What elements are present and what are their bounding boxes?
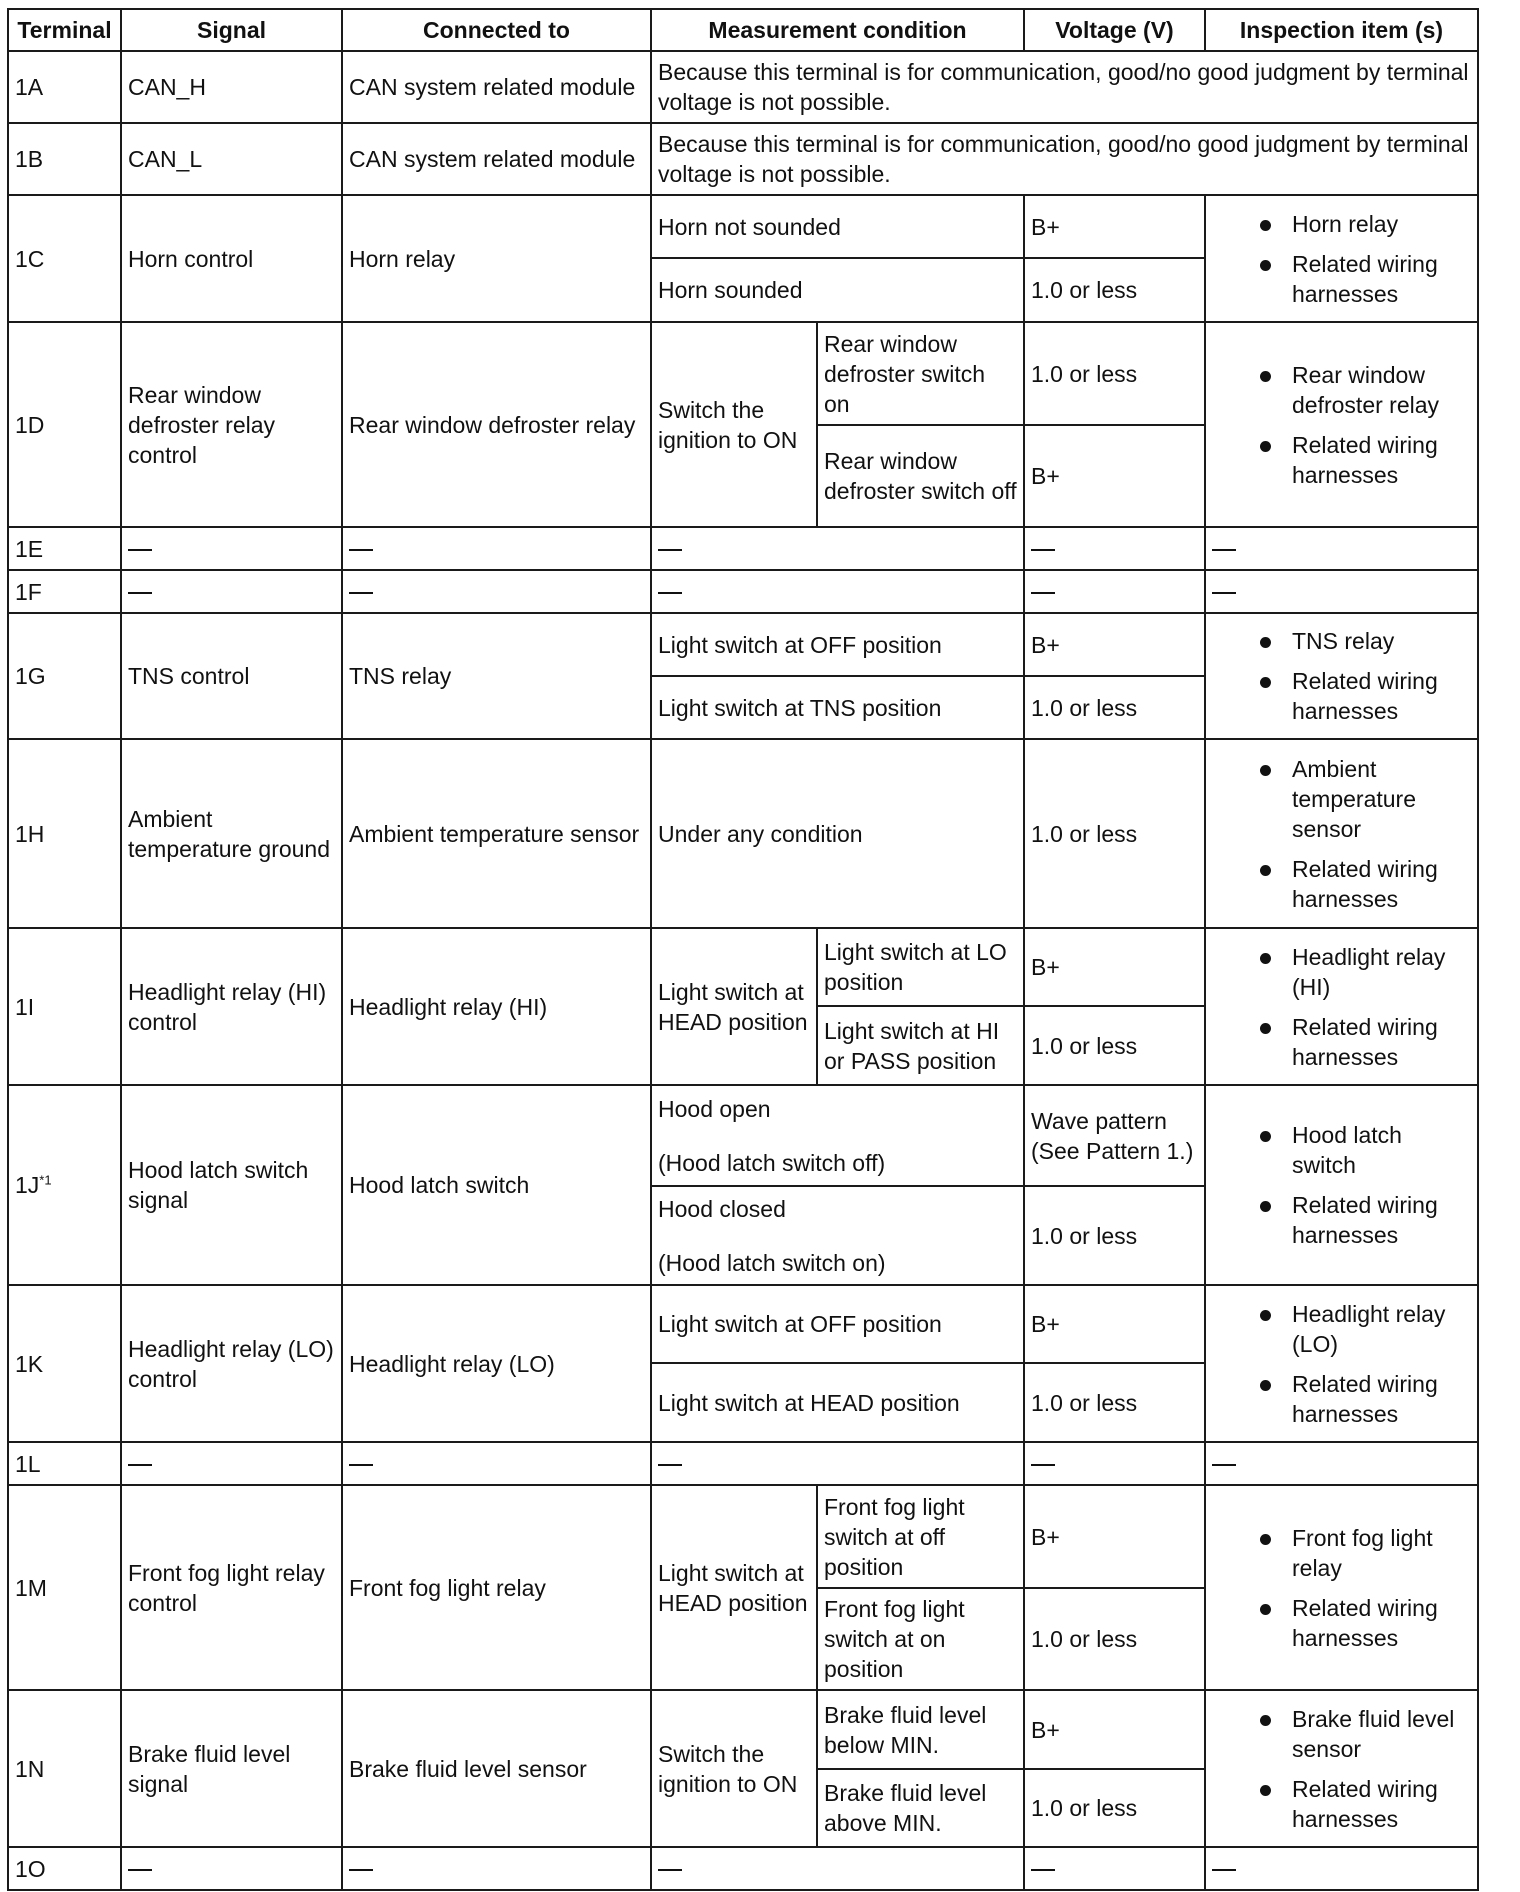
condition-line: (Hood latch switch on)	[658, 1249, 886, 1276]
table-row	[8, 570, 1478, 613]
empty-dash	[128, 549, 152, 551]
condition-cell: Light switch at LO position	[817, 928, 1024, 1006]
voltage-cell: B+	[1024, 1690, 1205, 1769]
terminal-cell: 1N	[8, 1690, 121, 1847]
communication-note: Because this terminal is for communication, good/no good judgment by terminal voltage is not possible.	[651, 51, 1478, 123]
table-row	[8, 928, 1478, 1006]
table-row	[8, 527, 1478, 570]
inspection-item: TNS relay	[1212, 626, 1471, 656]
signal-cell	[121, 527, 342, 570]
terminal-cell: 1M	[8, 1485, 121, 1690]
inspection-item: Related wiring harnesses	[1212, 430, 1471, 490]
terminal-cell: 1K	[8, 1285, 121, 1442]
condition-cell: Brake fluid level above MIN.	[817, 1769, 1024, 1847]
empty-dash	[1212, 592, 1236, 594]
empty-dash	[1031, 592, 1055, 594]
inspection-list	[1212, 1120, 1471, 1250]
empty-dash	[128, 1464, 152, 1466]
condition-main-cell: Light switch at HEAD position	[651, 1485, 817, 1690]
condition-cell	[651, 1085, 1024, 1186]
inspection-item: Related wiring harnesses	[1212, 854, 1471, 914]
condition-cell: Rear window defroster switch off	[817, 425, 1024, 527]
table-row	[8, 322, 1478, 425]
empty-dash	[128, 592, 152, 594]
inspection-cell	[1205, 322, 1478, 527]
inspection-cell	[1205, 1847, 1478, 1890]
condition-main-cell: Switch the ignition to ON	[651, 1690, 817, 1847]
voltage-cell	[1024, 570, 1205, 613]
inspection-cell	[1205, 195, 1478, 322]
voltage-cell	[1024, 527, 1205, 570]
empty-dash	[1212, 549, 1236, 551]
inspection-item: Related wiring harnesses	[1212, 249, 1471, 309]
terminal-cell: 1D	[8, 322, 121, 527]
inspection-cell	[1205, 570, 1478, 613]
condition-main-cell: Switch the ignition to ON	[651, 322, 817, 527]
terminal-cell: 1I	[8, 928, 121, 1085]
inspection-item: Front fog light relay	[1212, 1523, 1471, 1583]
empty-dash	[658, 592, 682, 594]
voltage-cell	[1024, 1442, 1205, 1485]
signal-cell: Horn control	[121, 195, 342, 322]
voltage-cell: B+	[1024, 613, 1205, 676]
inspection-cell	[1205, 1485, 1478, 1690]
connected-cell	[342, 527, 651, 570]
inspection-item: Horn relay	[1212, 209, 1471, 239]
empty-dash	[1212, 1869, 1236, 1871]
condition-line: Hood closed	[658, 1195, 786, 1222]
empty-dash	[658, 549, 682, 551]
signal-cell	[121, 1847, 342, 1890]
empty-dash	[658, 1464, 682, 1466]
condition-cell: Horn not sounded	[651, 195, 1024, 258]
connected-cell: Headlight relay (LO)	[342, 1285, 651, 1442]
voltage-cell: 1.0 or less	[1024, 258, 1205, 322]
connected-cell: Hood latch switch	[342, 1085, 651, 1285]
inspection-item: Rear window defroster relay	[1212, 360, 1471, 420]
condition-cell: Light switch at OFF position	[651, 613, 1024, 676]
condition-cell: Brake fluid level below MIN.	[817, 1690, 1024, 1769]
condition-cell: Rear window defroster switch on	[817, 322, 1024, 425]
inspection-cell	[1205, 1690, 1478, 1847]
inspection-cell	[1205, 928, 1478, 1085]
signal-cell: Ambient temperature ground	[121, 739, 342, 928]
inspection-list	[1212, 1299, 1471, 1429]
condition-cell	[651, 1442, 1024, 1485]
terminal-cell: 1G	[8, 613, 121, 739]
inspection-item: Related wiring harnesses	[1212, 1369, 1471, 1429]
inspection-item: Ambient temperature sensor	[1212, 754, 1471, 844]
voltage-cell: 1.0 or less	[1024, 739, 1205, 928]
signal-cell: Brake fluid level signal	[121, 1690, 342, 1847]
table-row	[8, 1442, 1478, 1485]
condition-cell: Light switch at OFF position	[651, 1285, 1024, 1363]
terminal-cell: 1F	[8, 570, 121, 613]
connected-cell: Front fog light relay	[342, 1485, 651, 1690]
inspection-list	[1212, 360, 1471, 490]
inspection-cell	[1205, 1285, 1478, 1442]
empty-dash	[1031, 1869, 1055, 1871]
empty-dash	[1031, 1464, 1055, 1466]
communication-note: Because this terminal is for communication, good/no good judgment by terminal voltage is not possible.	[651, 123, 1478, 195]
voltage-cell: 1.0 or less	[1024, 1588, 1205, 1690]
header-terminal: Terminal	[8, 9, 121, 51]
inspection-item: Brake fluid level sensor	[1212, 1704, 1471, 1764]
signal-cell: Front fog light relay control	[121, 1485, 342, 1690]
terminal-table	[7, 8, 1479, 1891]
connected-cell: Ambient temperature sensor	[342, 739, 651, 928]
footnote-marker: *1	[39, 1172, 52, 1188]
table-row	[8, 739, 1478, 928]
signal-cell: Hood latch switch signal	[121, 1085, 342, 1285]
terminal-cell: 1E	[8, 527, 121, 570]
inspection-item: Headlight relay (HI)	[1212, 942, 1471, 1002]
inspection-list	[1212, 1704, 1471, 1834]
voltage-cell: Wave pattern (See Pattern 1.)	[1024, 1085, 1205, 1186]
voltage-cell: 1.0 or less	[1024, 1186, 1205, 1285]
inspection-cell	[1205, 613, 1478, 739]
table-row	[8, 1690, 1478, 1769]
condition-cell	[651, 570, 1024, 613]
condition-cell	[651, 527, 1024, 570]
signal-cell: Headlight relay (HI) control	[121, 928, 342, 1085]
voltage-cell	[1024, 1847, 1205, 1890]
table-row	[8, 51, 1478, 123]
condition-cell: Under any condition	[651, 739, 1024, 928]
header-measurement-condition: Measurement condition	[651, 9, 1024, 51]
condition-line: (Hood latch switch off)	[658, 1149, 886, 1176]
condition-cell: Light switch at TNS position	[651, 676, 1024, 739]
header-row	[8, 9, 1478, 51]
table-row	[8, 123, 1478, 195]
table-row	[8, 1485, 1478, 1588]
condition-line: Hood open	[658, 1095, 771, 1122]
voltage-cell: B+	[1024, 928, 1205, 1006]
signal-cell: CAN_H	[121, 51, 342, 123]
table-row	[8, 1847, 1478, 1890]
connected-cell	[342, 1442, 651, 1485]
empty-dash	[349, 1464, 373, 1466]
voltage-cell: 1.0 or less	[1024, 1769, 1205, 1847]
inspection-item: Hood latch switch	[1212, 1120, 1471, 1180]
empty-dash	[658, 1869, 682, 1871]
terminal-cell: 1A	[8, 51, 121, 123]
condition-cell: Light switch at HEAD position	[651, 1363, 1024, 1442]
condition-main-cell: Light switch at HEAD position	[651, 928, 817, 1085]
terminal-table-container	[7, 8, 1477, 1891]
table-row	[8, 1085, 1478, 1186]
connected-cell: Headlight relay (HI)	[342, 928, 651, 1085]
inspection-item: Related wiring harnesses	[1212, 1190, 1471, 1250]
connected-cell	[342, 570, 651, 613]
empty-dash	[128, 1869, 152, 1871]
inspection-item: Headlight relay (LO)	[1212, 1299, 1471, 1359]
voltage-cell: 1.0 or less	[1024, 1363, 1205, 1442]
voltage-cell: 1.0 or less	[1024, 676, 1205, 739]
voltage-cell: B+	[1024, 1285, 1205, 1363]
inspection-item: Related wiring harnesses	[1212, 666, 1471, 726]
inspection-cell	[1205, 1442, 1478, 1485]
inspection-list	[1212, 1523, 1471, 1653]
terminal-cell: 1O	[8, 1847, 121, 1890]
signal-cell: CAN_L	[121, 123, 342, 195]
connected-cell: Brake fluid level sensor	[342, 1690, 651, 1847]
empty-dash	[349, 549, 373, 551]
header-voltage: Voltage (V)	[1024, 9, 1205, 51]
header-signal: Signal	[121, 9, 342, 51]
voltage-cell: B+	[1024, 195, 1205, 258]
voltage-cell: 1.0 or less	[1024, 1006, 1205, 1085]
connected-cell	[342, 1847, 651, 1890]
condition-cell	[651, 1847, 1024, 1890]
condition-cell: Horn sounded	[651, 258, 1024, 322]
inspection-cell	[1205, 1085, 1478, 1285]
terminal-cell: 1C	[8, 195, 121, 322]
header-inspection-items: Inspection item (s)	[1205, 9, 1478, 51]
signal-cell: Headlight relay (LO) control	[121, 1285, 342, 1442]
table-row	[8, 1285, 1478, 1363]
signal-cell	[121, 570, 342, 613]
inspection-cell	[1205, 739, 1478, 928]
table-row	[8, 613, 1478, 676]
terminal-cell: 1L	[8, 1442, 121, 1485]
header-connected-to: Connected to	[342, 9, 651, 51]
empty-dash	[1031, 549, 1055, 551]
inspection-list	[1212, 942, 1471, 1072]
signal-cell: TNS control	[121, 613, 342, 739]
inspection-item: Related wiring harnesses	[1212, 1774, 1471, 1834]
connected-cell: CAN system related module	[342, 51, 651, 123]
terminal-cell: 1H	[8, 739, 121, 928]
condition-cell	[651, 1186, 1024, 1285]
inspection-item: Related wiring harnesses	[1212, 1593, 1471, 1653]
inspection-item: Related wiring harnesses	[1212, 1012, 1471, 1072]
connected-cell: TNS relay	[342, 613, 651, 739]
voltage-cell: B+	[1024, 425, 1205, 527]
connected-cell: Rear window defroster relay	[342, 322, 651, 527]
signal-cell: Rear window defroster relay control	[121, 322, 342, 527]
empty-dash	[349, 1869, 373, 1871]
voltage-cell: B+	[1024, 1485, 1205, 1588]
condition-cell: Front fog light switch at off position	[817, 1485, 1024, 1588]
table-row	[8, 195, 1478, 258]
terminal-label: 1J	[15, 1172, 40, 1198]
condition-cell: Light switch at HI or PASS position	[817, 1006, 1024, 1085]
connected-cell: CAN system related module	[342, 123, 651, 195]
empty-dash	[349, 592, 373, 594]
inspection-cell	[1205, 527, 1478, 570]
inspection-list	[1212, 626, 1471, 726]
inspection-list	[1212, 754, 1471, 914]
empty-dash	[1212, 1464, 1236, 1466]
inspection-list	[1212, 209, 1471, 309]
terminal-cell: 1B	[8, 123, 121, 195]
condition-cell: Front fog light switch at on position	[817, 1588, 1024, 1690]
signal-cell	[121, 1442, 342, 1485]
connected-cell: Horn relay	[342, 195, 651, 322]
terminal-cell	[8, 1085, 121, 1285]
voltage-cell: 1.0 or less	[1024, 322, 1205, 425]
